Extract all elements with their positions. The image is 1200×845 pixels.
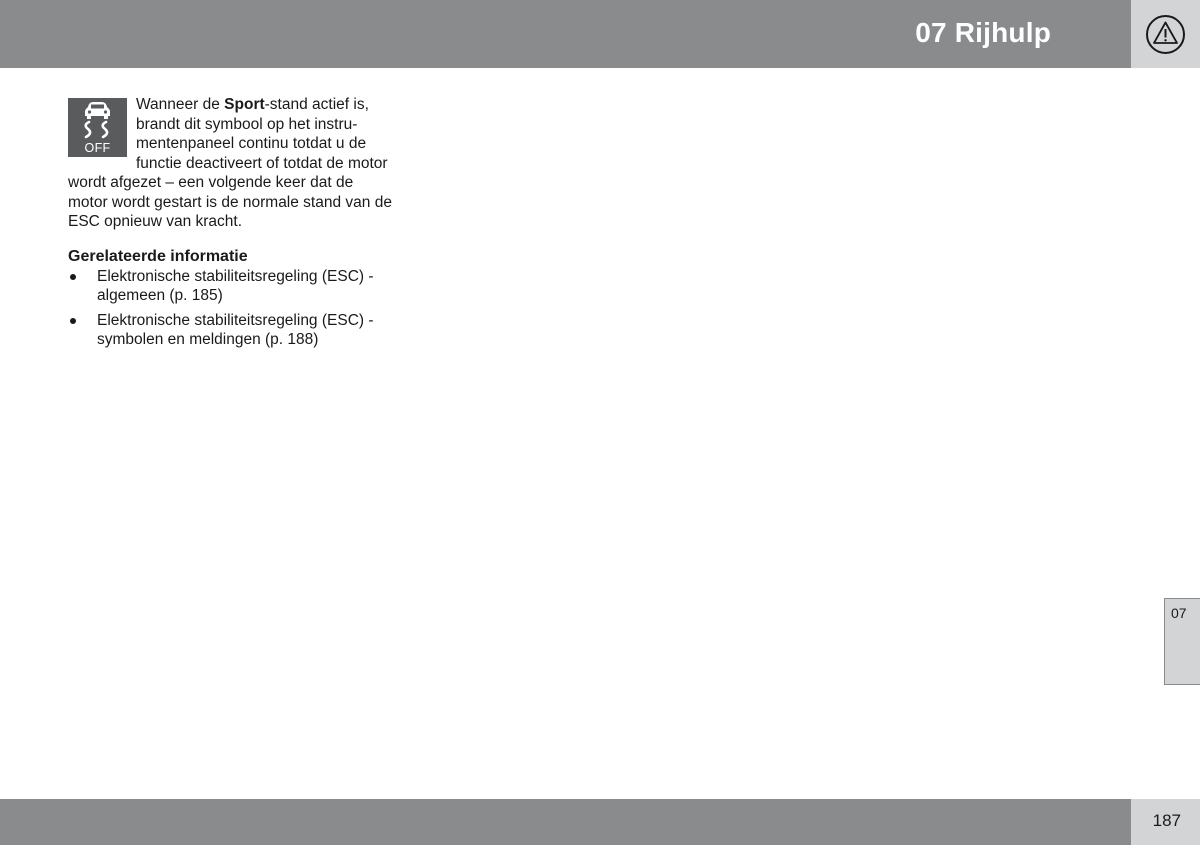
esc-off-icon xyxy=(68,98,127,157)
sport-emphasis: Sport xyxy=(224,96,265,113)
intro-paragraph xyxy=(68,95,393,232)
page-number-box xyxy=(1131,799,1200,845)
warning-triangle-icon xyxy=(1145,14,1186,55)
header-bar xyxy=(0,0,1131,68)
main-content xyxy=(68,95,393,355)
bullet xyxy=(70,318,76,324)
related-item[interactable] xyxy=(68,311,393,350)
related-item-label[interactable]: Elektronische stabiliteitsregeling (ESC) - algemeen (p. 185) xyxy=(97,267,374,304)
chapter-title: 07 Rijhulp xyxy=(915,17,1051,48)
intro-text-rest: -stand actief is, brandt dit symbool op het instrumentenpaneel continu totdat u de functie deactiveert of totdat de motor wordt afgezet – een volgende keer dat de motor wordt gestart is de normale stand van de ESC opnieuw van kracht. xyxy=(68,96,392,230)
chapter-side-tab[interactable] xyxy=(1164,598,1200,685)
bullet xyxy=(70,274,76,280)
footer-bar xyxy=(0,799,1131,845)
related-info-heading: Gerelateerde informatie xyxy=(68,247,248,265)
related-item[interactable] xyxy=(68,267,393,306)
skidding-car-icon xyxy=(68,98,127,143)
intro-text-start: Wanneer de xyxy=(136,96,225,113)
header-icon-box xyxy=(1131,0,1200,68)
page-number: 187 xyxy=(1152,811,1181,830)
chapter-side-tab-label: 07 xyxy=(1171,605,1187,621)
esc-off-label: OFF xyxy=(84,141,111,155)
related-item-label[interactable]: Elektronische stabiliteitsregeling (ESC) - symbolen en meldingen (p. 188) xyxy=(97,311,374,348)
related-info-list xyxy=(68,267,393,350)
